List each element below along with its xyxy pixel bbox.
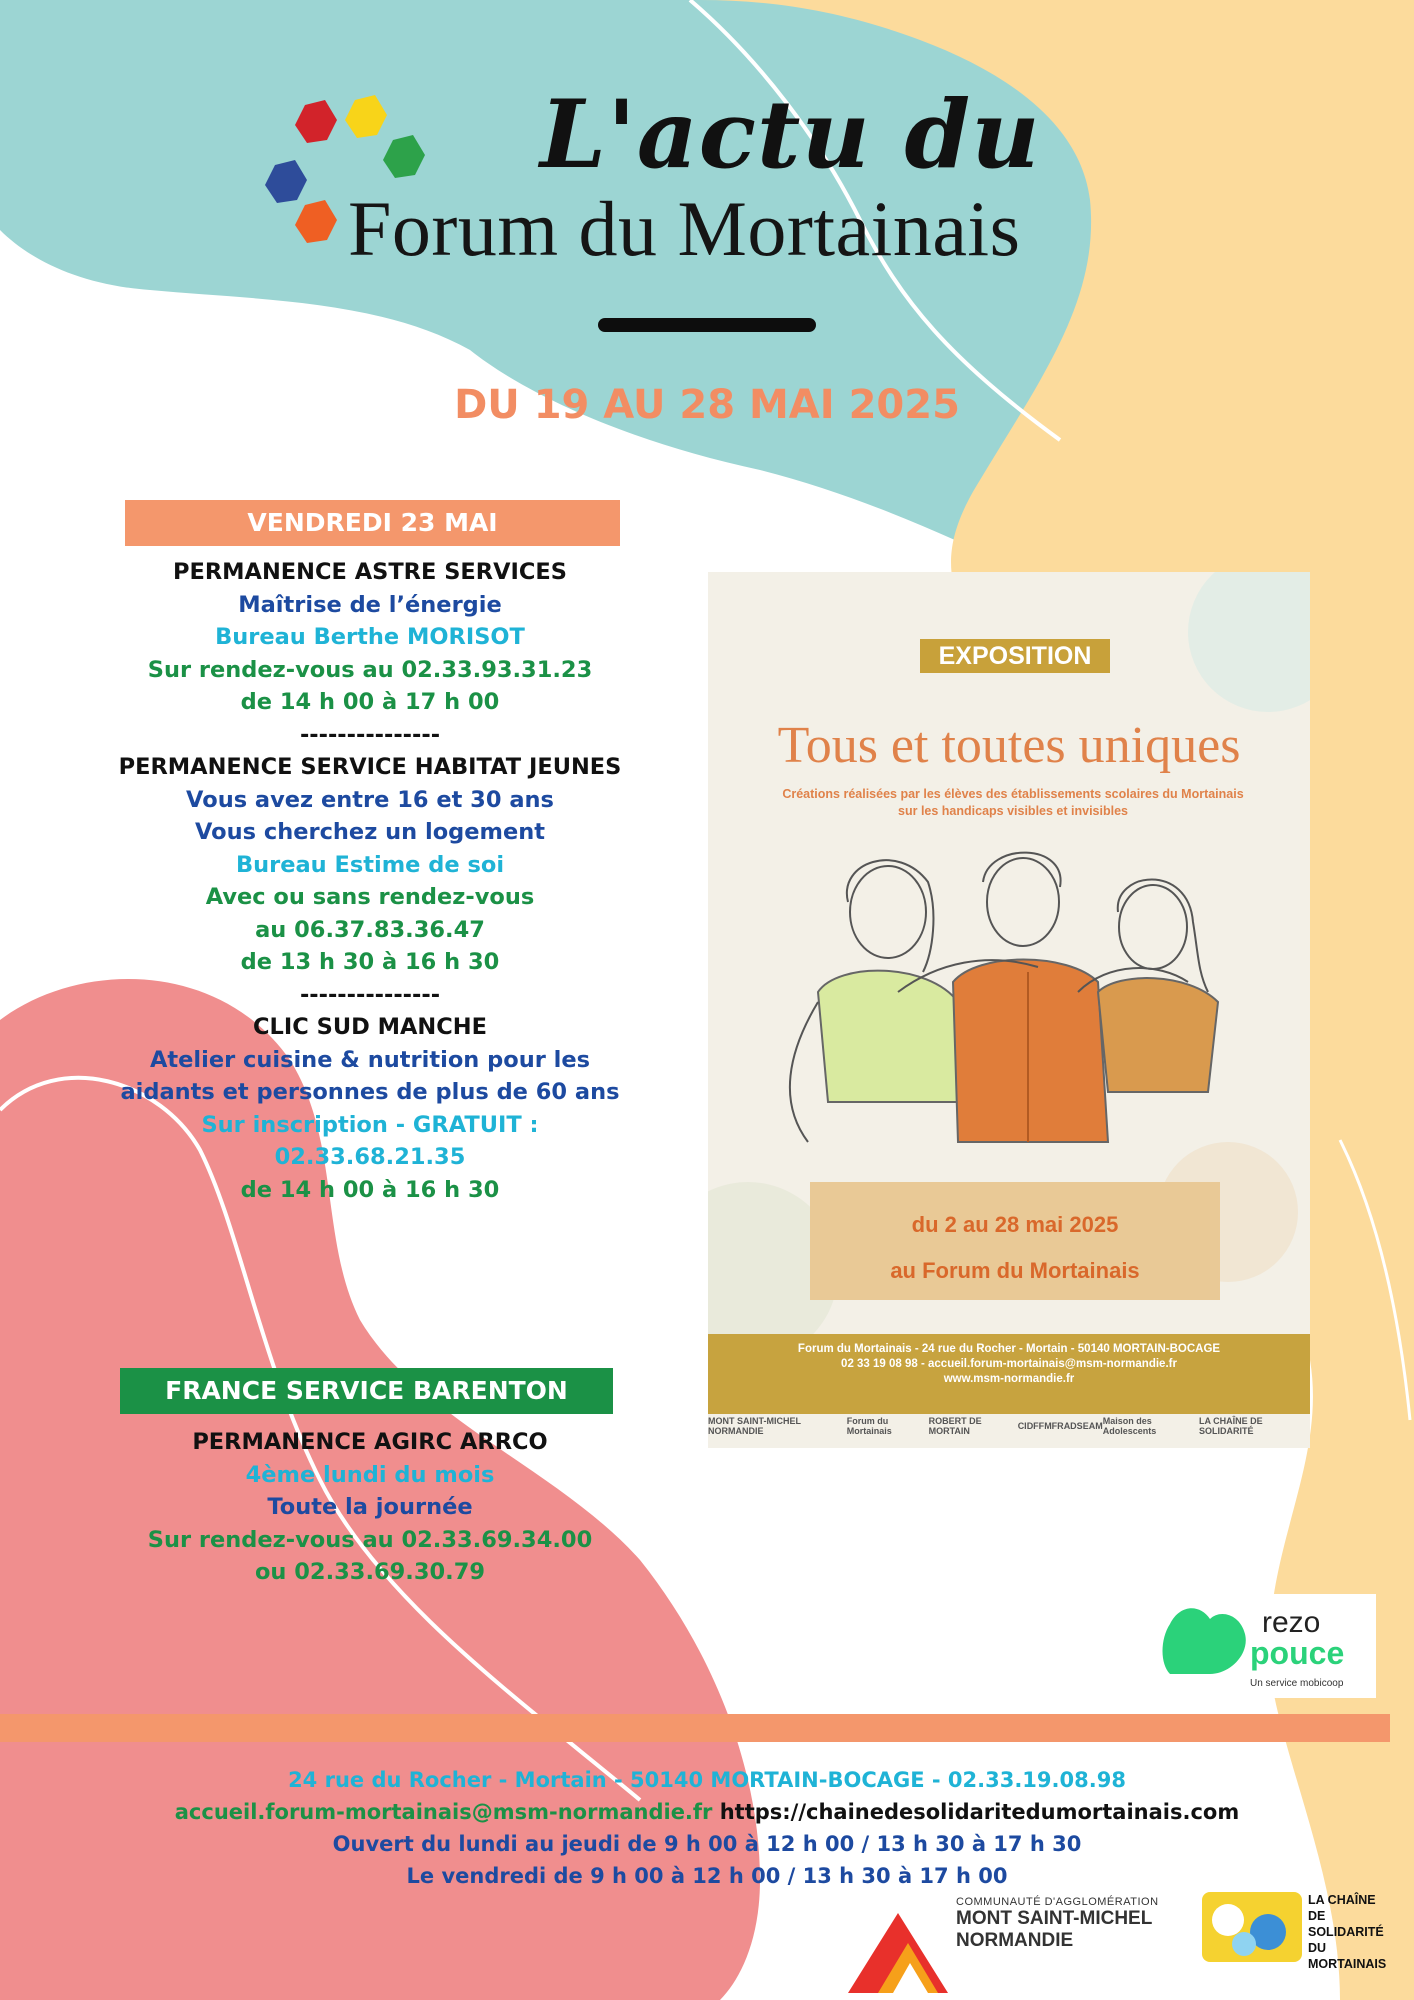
chaine-logo-line-2: DE SOLIDARITÉ [1308, 1909, 1384, 1939]
exposition-footer-line-1: Forum du Mortainais - 24 rue du Rocher - Mortain - 50140 MORTAIN-BOCAGE [797, 1343, 1221, 1355]
exposition-date-box [810, 1182, 1220, 1300]
vendredi-line: PERMANENCE SERVICE HABITAT JEUNES [118, 754, 622, 780]
vendredi-line: Bureau Berthe MORISOT [215, 624, 525, 650]
vendredi-line: Sur rendez-vous au 02.33.93.31.23 [147, 656, 593, 683]
footer-hours-friday: Le vendredi de 9 h 00 à 12 h 00 / 13 h 30 à 17 h 00 [406, 1864, 1008, 1888]
vendredi-line: PERMANENCE ASTRE SERVICES [172, 559, 567, 585]
exposition-subtitle-line-2: sur les handicaps visibles et invisibles [898, 804, 1128, 818]
header-main-title: Forum du Mortainais [348, 185, 1021, 272]
footer-email-link[interactable]: accueil.forum-mortainais@msm-normandie.fr [174, 1800, 713, 1824]
rezo-pouce-logo [1150, 1594, 1376, 1698]
msm-logo-line-3: NORMANDIE [956, 1930, 1074, 1951]
vendredi-line: --------------- [299, 981, 441, 1008]
footer-hours-week: Ouvert du lundi au jeudi de 9 h 00 à 12 h 00 / 13 h 30 à 17 h 30 [332, 1832, 1082, 1856]
exposition-footer-line-3: www.msm-normandie.fr [943, 1373, 1075, 1385]
date-range-title: DU 19 AU 28 MAI 2025 [454, 382, 960, 428]
vendredi-line: Avec ou sans rendez-vous [205, 884, 535, 910]
vendredi-line: --------------- [299, 721, 441, 748]
banner-barenton: FRANCE SERVICE BARENTON [120, 1368, 613, 1414]
exposition-place: au Forum du Mortainais [890, 1258, 1140, 1283]
vendredi-line: de 14 h 00 à 16 h 30 [240, 1176, 500, 1203]
msm-logo-line-1: COMMUNAUTÉ D'AGGLOMÉRATION [956, 1896, 1159, 1908]
barenton-line: 4ème lundi du mois [245, 1461, 495, 1488]
vendredi-line: Vous avez entre 16 et 30 ans [186, 786, 554, 813]
chaine-solidarite-logo [1200, 1888, 1400, 1971]
vendredi-events [110, 556, 630, 1206]
rezo-name-2: pouce [1250, 1635, 1345, 1671]
exposition-dates: du 2 au 28 mai 2025 [911, 1212, 1119, 1237]
exposition-title: Tous et toutes uniques [777, 717, 1241, 774]
vendredi-line: de 13 h 30 à 16 h 30 [240, 949, 500, 975]
partner-logo: LA CHAÎNE DE SOLIDARITÉ [1199, 1416, 1263, 1436]
partner-logo: CIDFF [1017, 1421, 1045, 1431]
msm-logo-text [956, 1896, 1159, 1952]
exposition-poster [708, 572, 1310, 1448]
rezo-tagline: Un service mobicoop [1250, 1678, 1344, 1689]
footer-contact-line [0, 1800, 1414, 1824]
vendredi-line: au 06.37.83.36.47 [255, 916, 485, 943]
exposition-footer-line-2: 02 33 19 08 98 - accueil.forum-mortainais@msm-normandie.fr [841, 1358, 1177, 1370]
partner-logo: Maison des Adolescents [1102, 1416, 1157, 1436]
exposition-tag: EXPOSITION [920, 639, 1110, 673]
illustration-three-friends [738, 842, 1278, 1172]
vendredi-line: Maîtrise de l’énergie [238, 591, 502, 618]
msm-logo-line-2: MONT SAINT-MICHEL [956, 1908, 1153, 1929]
barenton-line: Sur rendez-vous au 02.33.69.34.00 [147, 1526, 593, 1553]
barenton-line: Toute la journée [267, 1494, 473, 1520]
msm-logo-icon [838, 1898, 958, 1998]
chaine-logo-line-3: DU MORTAINAIS [1308, 1941, 1387, 1971]
hands-icon [1200, 1888, 1304, 1968]
barenton-line: ou 02.33.69.30.79 [254, 1559, 486, 1585]
rezo-name-1: rezo [1262, 1606, 1321, 1639]
partner-logo: Forum du Mortainais [846, 1416, 892, 1436]
header-rule [598, 318, 816, 332]
vendredi-line: Vous cherchez un logement [194, 819, 546, 845]
vendredi-line: 02.33.68.21.35 [274, 1144, 466, 1170]
vendredi-line: Sur inscription - GRATUIT : [201, 1111, 539, 1138]
partner-logo: ADSEAM [1063, 1421, 1103, 1431]
chaine-logo-text [1308, 1892, 1400, 1972]
footer-website-link[interactable]: https://chainedesolidaritedumortainais.com [712, 1800, 1240, 1824]
partner-logo: ROBERT DE MORTAIN [928, 1416, 982, 1436]
banner-vendredi: VENDREDI 23 MAI [125, 500, 620, 546]
vendredi-line: de 14 h 00 à 17 h 00 [240, 689, 500, 715]
thumb-icon [1150, 1594, 1376, 1698]
chaine-logo-line-1: LA CHAÎNE [1308, 1893, 1376, 1907]
barenton-events [110, 1426, 630, 1589]
vendredi-line: aidants et personnes de plus de 60 ans [120, 1079, 620, 1105]
exposition-subtitle-line-1: Créations réalisées par les élèves des établissements scolaires du Mortainais [782, 787, 1244, 801]
footer-address: 24 rue du Rocher - Mortain - 50140 MORTAIN-BOCAGE - 02.33.19.08.98 [288, 1768, 1126, 1792]
vendredi-line: Atelier cuisine & nutrition pour les [149, 1046, 591, 1073]
partner-logo: MONT SAINT-MICHEL NORMANDIE [708, 1416, 801, 1436]
vendredi-line: Bureau Estime de soi [235, 851, 505, 878]
partner-logo: MFR [1044, 1421, 1064, 1431]
header-script-title: L'actu du [540, 80, 1041, 190]
barenton-line: PERMANENCE AGIRC ARRCO [192, 1429, 548, 1455]
poster-partner-logos [708, 1404, 1310, 1448]
footer-bar [0, 1714, 1390, 1742]
vendredi-line: CLIC SUD MANCHE [253, 1014, 487, 1040]
exposition-subtitle [748, 786, 1278, 820]
exposition-footer [708, 1334, 1310, 1414]
